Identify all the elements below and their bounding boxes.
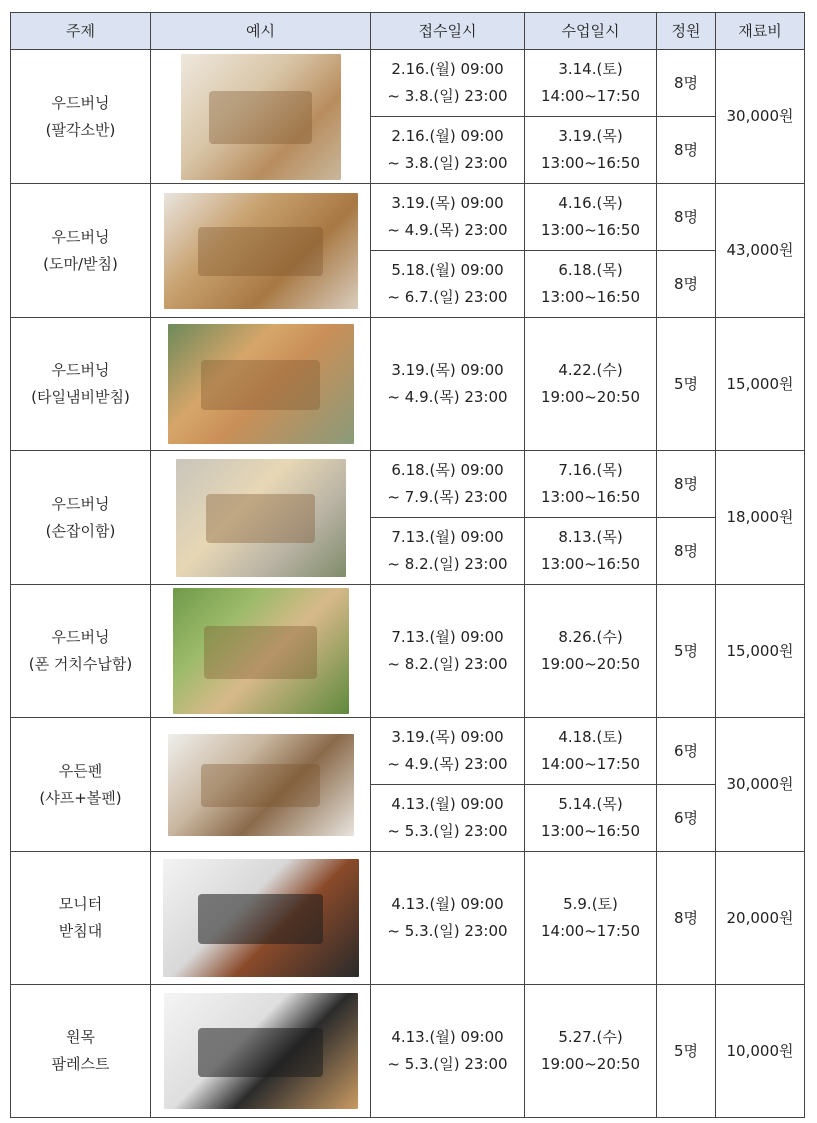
- class-date: 3.14.(토): [558, 60, 623, 78]
- class-date: 4.18.(토): [558, 728, 623, 746]
- example-cell: [151, 585, 371, 718]
- class-hours: 13:00~16:50: [540, 288, 641, 306]
- table-row: [11, 585, 805, 718]
- example-cell: [151, 50, 371, 184]
- registration-cell: [371, 785, 525, 852]
- class-date: 3.19.(목): [558, 127, 623, 145]
- topic-cell: [11, 184, 151, 318]
- topic-line: 우드버닝: [51, 361, 110, 379]
- topic-line: (폰 거치수납함): [28, 655, 133, 673]
- fee-cell: 30,000원: [716, 50, 805, 184]
- tile-trivet-photo: [168, 324, 354, 444]
- registration-cell: [371, 251, 525, 318]
- class-date: 5.9.(토): [563, 895, 618, 913]
- class-date: 5.27.(수): [558, 1028, 623, 1046]
- header-example: 예시: [151, 13, 371, 50]
- header-fee: 재료비: [716, 13, 805, 50]
- class-date: 5.14.(목): [558, 795, 623, 813]
- reg-end: ~ 7.9.(목) 23:00: [387, 488, 508, 506]
- reg-end: ~ 8.2.(일) 23:00: [387, 655, 508, 673]
- class-time-cell: [525, 251, 657, 318]
- fee-cell: 30,000원: [716, 718, 805, 852]
- example-cell: [151, 451, 371, 585]
- registration-cell: [371, 451, 525, 518]
- class-date: 7.16.(목): [558, 461, 623, 479]
- class-hours: 19:00~20:50: [540, 388, 641, 406]
- topic-line: (팔각소반): [45, 120, 116, 139]
- registration-cell: [371, 50, 525, 117]
- class-hours: 13:00~16:50: [540, 488, 641, 506]
- registration-cell: [371, 117, 525, 184]
- example-cell: [151, 318, 371, 451]
- capacity-cell: 5명: [657, 585, 716, 718]
- capacity-cell: 5명: [657, 985, 716, 1118]
- topic-line: 우든펜: [58, 761, 103, 780]
- example-cell: [151, 985, 371, 1118]
- topic-cell: [11, 318, 151, 451]
- topic-line: (손잡이함): [45, 521, 116, 540]
- topic-cell: [11, 852, 151, 985]
- registration-cell: [371, 518, 525, 585]
- class-time-cell: [525, 318, 657, 451]
- reg-start: 7.13.(월) 09:00: [391, 528, 504, 546]
- phone-stand-box-photo: [173, 588, 349, 714]
- topic-line: 우드버닝: [51, 494, 110, 513]
- class-date: 8.13.(목): [558, 528, 623, 546]
- class-hours: 13:00~16:50: [540, 555, 641, 573]
- capacity-cell: 6명: [657, 785, 716, 852]
- table-row: [11, 50, 805, 117]
- reg-end: ~ 4.9.(목) 23:00: [387, 755, 508, 773]
- topic-cell: [11, 985, 151, 1118]
- topic-line: 팜레스트: [51, 1055, 110, 1073]
- reg-start: 2.16.(월) 09:00: [391, 127, 504, 145]
- topic-line: (샤프+볼펜): [39, 788, 122, 807]
- table-row: [11, 451, 805, 518]
- class-date: 8.26.(수): [558, 628, 623, 646]
- reg-end: ~ 3.8.(일) 23:00: [387, 87, 508, 105]
- topic-line: 받침대: [58, 922, 103, 940]
- class-schedule-table: [10, 12, 805, 1118]
- class-hours: 14:00~17:50: [540, 87, 641, 105]
- octagon-tray-photo: [181, 54, 341, 180]
- capacity-cell: 8명: [657, 184, 716, 251]
- table-row: [11, 985, 805, 1118]
- reg-end: ~ 6.7.(일) 23:00: [387, 288, 508, 306]
- capacity-cell: 5명: [657, 318, 716, 451]
- class-time-cell: [525, 585, 657, 718]
- reg-end: ~ 4.9.(목) 23:00: [387, 221, 508, 239]
- registration-cell: [371, 585, 525, 718]
- example-cell: [151, 184, 371, 318]
- reg-end: ~ 5.3.(일) 23:00: [387, 822, 508, 840]
- class-date: 4.16.(목): [558, 194, 623, 212]
- topic-line: 우드버닝: [51, 628, 110, 646]
- table-row: [11, 852, 805, 985]
- table-row: [11, 718, 805, 785]
- reg-start: 4.13.(월) 09:00: [391, 895, 504, 913]
- class-time-cell: [525, 852, 657, 985]
- table-row: [11, 184, 805, 251]
- class-time-cell: [525, 117, 657, 184]
- capacity-cell: 8명: [657, 518, 716, 585]
- example-cell: [151, 718, 371, 852]
- class-hours: 19:00~20:50: [540, 655, 641, 673]
- reg-end: ~ 4.9.(목) 23:00: [387, 388, 508, 406]
- topic-cell: [11, 50, 151, 184]
- reg-start: 2.16.(월) 09:00: [391, 60, 504, 78]
- class-hours: 13:00~16:50: [540, 154, 641, 172]
- class-hours: 19:00~20:50: [540, 1055, 641, 1073]
- topic-line: (타일냄비받침): [31, 388, 130, 406]
- header-class-time: 수업일시: [525, 13, 657, 50]
- topic-line: 모니터: [58, 895, 103, 913]
- example-cell: [151, 852, 371, 985]
- handle-box-photo: [176, 459, 346, 577]
- class-hours: 13:00~16:50: [540, 221, 641, 239]
- reg-end: ~ 5.3.(일) 23:00: [387, 1055, 508, 1073]
- capacity-cell: 8명: [657, 251, 716, 318]
- wooden-pens-photo: [168, 734, 354, 836]
- registration-cell: [371, 985, 525, 1118]
- class-hours: 14:00~17:50: [540, 755, 641, 773]
- reg-start: 6.18.(목) 09:00: [391, 461, 504, 479]
- fee-cell: 20,000원: [716, 852, 805, 985]
- table-row: [11, 318, 805, 451]
- fee-cell: 10,000원: [716, 985, 805, 1118]
- class-date: 6.18.(목): [558, 261, 623, 279]
- capacity-cell: 8명: [657, 852, 716, 985]
- registration-cell: [371, 184, 525, 251]
- class-time-cell: [525, 451, 657, 518]
- topic-cell: [11, 585, 151, 718]
- class-time-cell: [525, 184, 657, 251]
- reg-start: 3.19.(목) 09:00: [391, 194, 504, 212]
- topic-line: (도마/받침): [43, 254, 118, 273]
- topic-cell: [11, 718, 151, 852]
- header-capacity: 정원: [657, 13, 716, 50]
- class-time-cell: [525, 785, 657, 852]
- registration-cell: [371, 718, 525, 785]
- registration-cell: [371, 318, 525, 451]
- reg-end: ~ 5.3.(일) 23:00: [387, 922, 508, 940]
- header-registration: 접수일시: [371, 13, 525, 50]
- topic-line: 우드버닝: [51, 93, 110, 112]
- class-time-cell: [525, 985, 657, 1118]
- fee-cell: 43,000원: [716, 184, 805, 318]
- fee-cell: 15,000원: [716, 318, 805, 451]
- reg-end: ~ 3.8.(일) 23:00: [387, 154, 508, 172]
- header-row: [11, 13, 805, 50]
- class-date: 4.22.(수): [558, 361, 623, 379]
- capacity-cell: 8명: [657, 50, 716, 117]
- capacity-cell: 8명: [657, 451, 716, 518]
- reg-start: 5.18.(월) 09:00: [391, 261, 504, 279]
- header-topic: 주제: [11, 13, 151, 50]
- capacity-cell: 6명: [657, 718, 716, 785]
- reg-start: 4.13.(월) 09:00: [391, 1028, 504, 1046]
- class-time-cell: [525, 518, 657, 585]
- monitor-stand-photo: [163, 859, 359, 977]
- class-hours: 13:00~16:50: [540, 822, 641, 840]
- registration-cell: [371, 852, 525, 985]
- fee-cell: 18,000원: [716, 451, 805, 585]
- reg-start: 4.13.(월) 09:00: [391, 795, 504, 813]
- cutting-board-photo: [164, 193, 358, 309]
- class-time-cell: [525, 50, 657, 117]
- topic-cell: [11, 451, 151, 585]
- reg-start: 3.19.(목) 09:00: [391, 361, 504, 379]
- topic-line: 우드버닝: [51, 227, 110, 246]
- reg-start: 3.19.(목) 09:00: [391, 728, 504, 746]
- topic-line: 원목: [66, 1028, 95, 1046]
- reg-end: ~ 8.2.(일) 23:00: [387, 555, 508, 573]
- reg-start: 7.13.(월) 09:00: [391, 628, 504, 646]
- class-time-cell: [525, 718, 657, 785]
- palm-rest-photo: [164, 993, 358, 1109]
- capacity-cell: 8명: [657, 117, 716, 184]
- class-hours: 14:00~17:50: [540, 922, 641, 940]
- fee-cell: 15,000원: [716, 585, 805, 718]
